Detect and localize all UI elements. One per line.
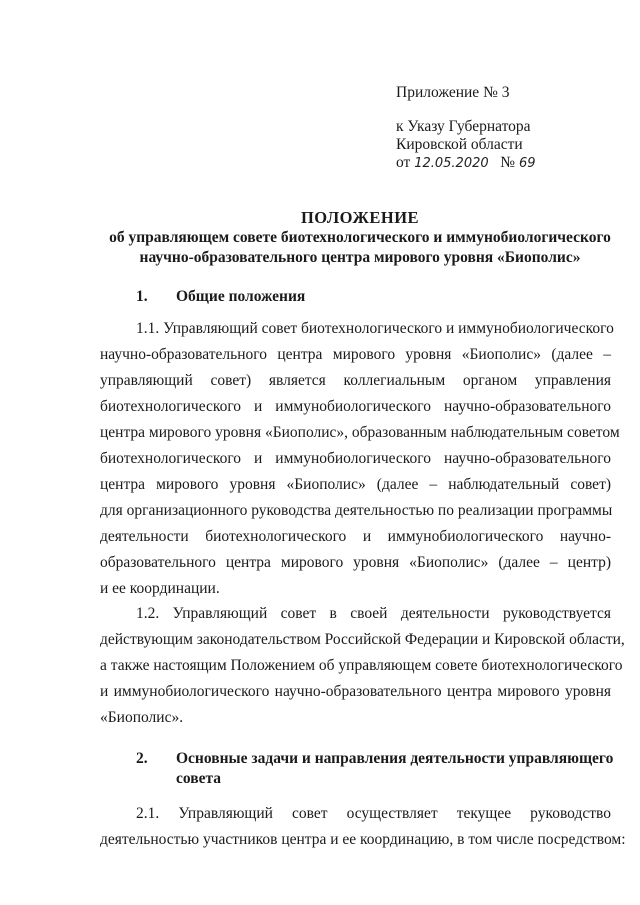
paragraph-line: 1.1. Управляющий совет биотехнологического и иммунобиологического xyxy=(136,320,614,337)
handwritten-number: 69 xyxy=(518,156,536,171)
paragraph-line: деятельностью участников центра и ее координацию, в том числе посредством: xyxy=(100,831,626,848)
appendix-date-line xyxy=(396,154,535,173)
section-title: Общие положения xyxy=(176,288,306,305)
paragraph-line: действующим законодательством Российской Федерации и Кировской области, xyxy=(100,631,625,648)
appendix-title: Приложение № 3 xyxy=(396,84,510,101)
section-title-line-1: Основные задачи и направления деятельности управляющего xyxy=(176,750,614,767)
appendix-line-1: к Указу Губернатора xyxy=(396,118,531,135)
paragraph-line: 2.1. Управляющий совет осуществляет текущее руководство xyxy=(136,805,611,822)
section-number: 2. xyxy=(136,750,148,767)
paragraph-line: управляющий совет) является коллегиальным органом управления xyxy=(100,372,611,389)
paragraph-1-1 xyxy=(100,316,620,602)
section-title-line-2: совета xyxy=(176,770,222,787)
paragraph-line: образовательного центра мирового уровня «Биополис» (далее – центр) xyxy=(100,554,611,571)
paragraph-line: центра мирового уровня «Биополис» (далее – наблюдательный совет) xyxy=(100,476,611,493)
document-title-block xyxy=(100,208,620,268)
paragraph-line: научно-образовательного центра мирового уровня «Биополис» (далее – xyxy=(100,346,611,363)
paragraph-2-1 xyxy=(100,801,626,853)
date-prefix: от xyxy=(396,154,411,171)
paragraph-line: биотехнологического и иммунобиологического научно-образовательного xyxy=(100,398,611,415)
section-number: 1. xyxy=(136,288,148,305)
appendix-block xyxy=(396,84,535,173)
paragraph-line: центра мирового уровня «Биополис», образованным наблюдательным советом xyxy=(100,424,620,441)
paragraph-line: и иммунобиологического научно-образовательного центра мирового уровня xyxy=(100,683,611,700)
document-title: ПОЛОЖЕНИЕ xyxy=(300,208,420,227)
document-subtitle-line-1: об управляющем совете биотехнологического и иммунобиологического xyxy=(109,229,611,246)
handwritten-date: 12.05.2020 xyxy=(414,156,489,171)
paragraph-line: деятельности биотехнологического и иммунобиологического научно- xyxy=(100,528,611,545)
paragraph-line: «Биополис». xyxy=(100,709,184,726)
paragraph-line: и ее координации. xyxy=(100,580,220,597)
paragraph-line: 1.2. Управляющий совет в своей деятельности руководствуется xyxy=(136,605,611,622)
number-prefix: № xyxy=(500,154,516,171)
document-subtitle-line-2: научно-образовательного центра мирового уровня «Биополис» xyxy=(139,249,581,266)
paragraph-1-2 xyxy=(100,601,625,731)
appendix-line-2: Кировской области xyxy=(396,136,523,153)
paragraph-line: биотехнологического и иммунобиологического научно-образовательного xyxy=(100,450,611,467)
paragraph-line: а также настоящим Положением об управляющем совете биотехнологического xyxy=(100,657,623,674)
section-2-heading xyxy=(136,749,616,793)
paragraph-line: для организационного руководства деятельностью по реализации программы xyxy=(100,502,613,519)
section-1-heading xyxy=(136,287,606,309)
